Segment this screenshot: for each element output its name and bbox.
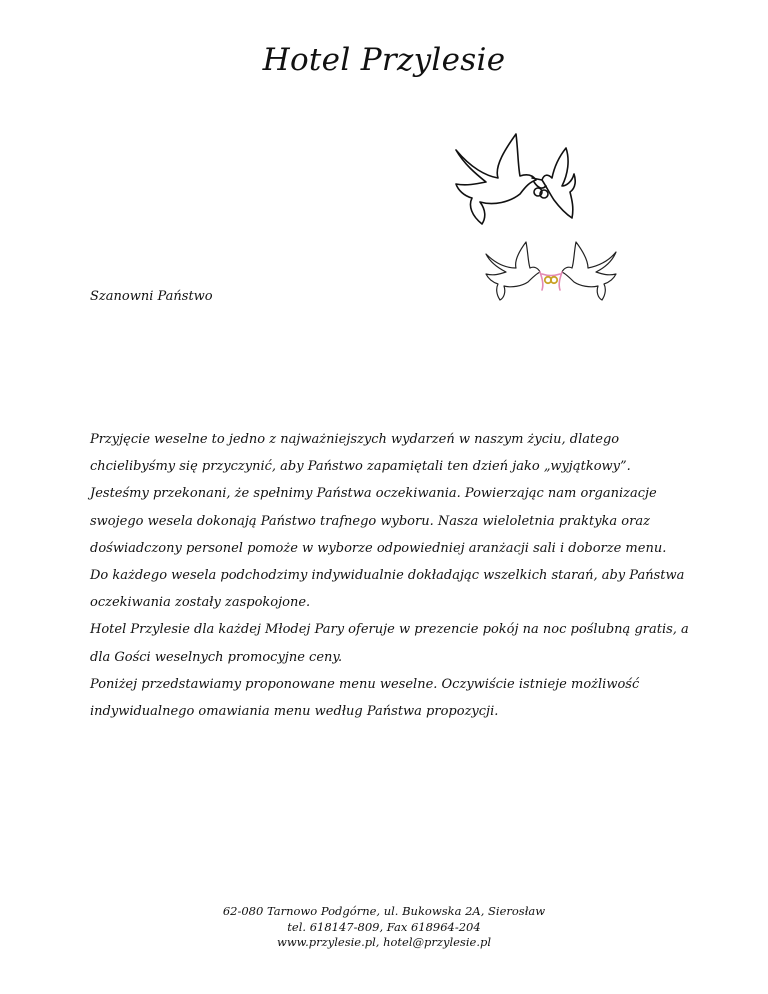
doves-with-rings-icon	[446, 128, 576, 228]
footer-web-email: www.przylesie.pl, hotel@przylesie.pl	[276, 935, 492, 949]
letter-salutation: Szanowni Państwo	[90, 289, 213, 304]
letter-body	[90, 426, 690, 725]
letter-paragraph: Jesteśmy przekonani, że spełnimy Państwa oczekiwania. Powierzając nam organizacje swojego wesela dokonają Państwo trafnego wyboru. Nasza wieloletnia praktyka oraz doświadczony personel pomoże w wyborze odpowiedniej aranżacji sali i doborze menu.	[90, 486, 667, 556]
footer-phones: tel. 618147-809, Fax 618964-204	[287, 919, 481, 934]
doves-with-ribbon-icon	[482, 238, 620, 304]
letter-paragraph: Poniżej przedstawiamy proponowane menu weselne. Oczywiście istnieje możliwość indywidualnego omawiania menu według Państwa propozycji.	[90, 676, 640, 720]
footer-contact	[0, 904, 768, 951]
footer-address: 62-080 Tarnowo Podgórne, ul. Bukowska 2A, Sierosław	[222, 904, 546, 918]
letter-paragraph: Przyjęcie weselne to jedno z najważniejszych wydarzeń w naszym życiu, dlatego chcielibyśmy się przyczynić, aby Państwo zapamiętali ten dzień jako „wyjątkowy”.	[90, 432, 631, 475]
hotel-title: Hotel Przylesie	[262, 42, 506, 78]
letter-paragraph: Hotel Przylesie dla każdej Młodej Pary oferuje w prezencie pokój na noc poślubną gratis, a dla Gości weselnych promocyjne ceny.	[90, 622, 689, 665]
letter-paragraph: Do każdego wesela podchodzimy indywidualnie dokładając wszelkich starań, aby Państwa oczekiwania zostały zaspokojone.	[90, 568, 685, 611]
